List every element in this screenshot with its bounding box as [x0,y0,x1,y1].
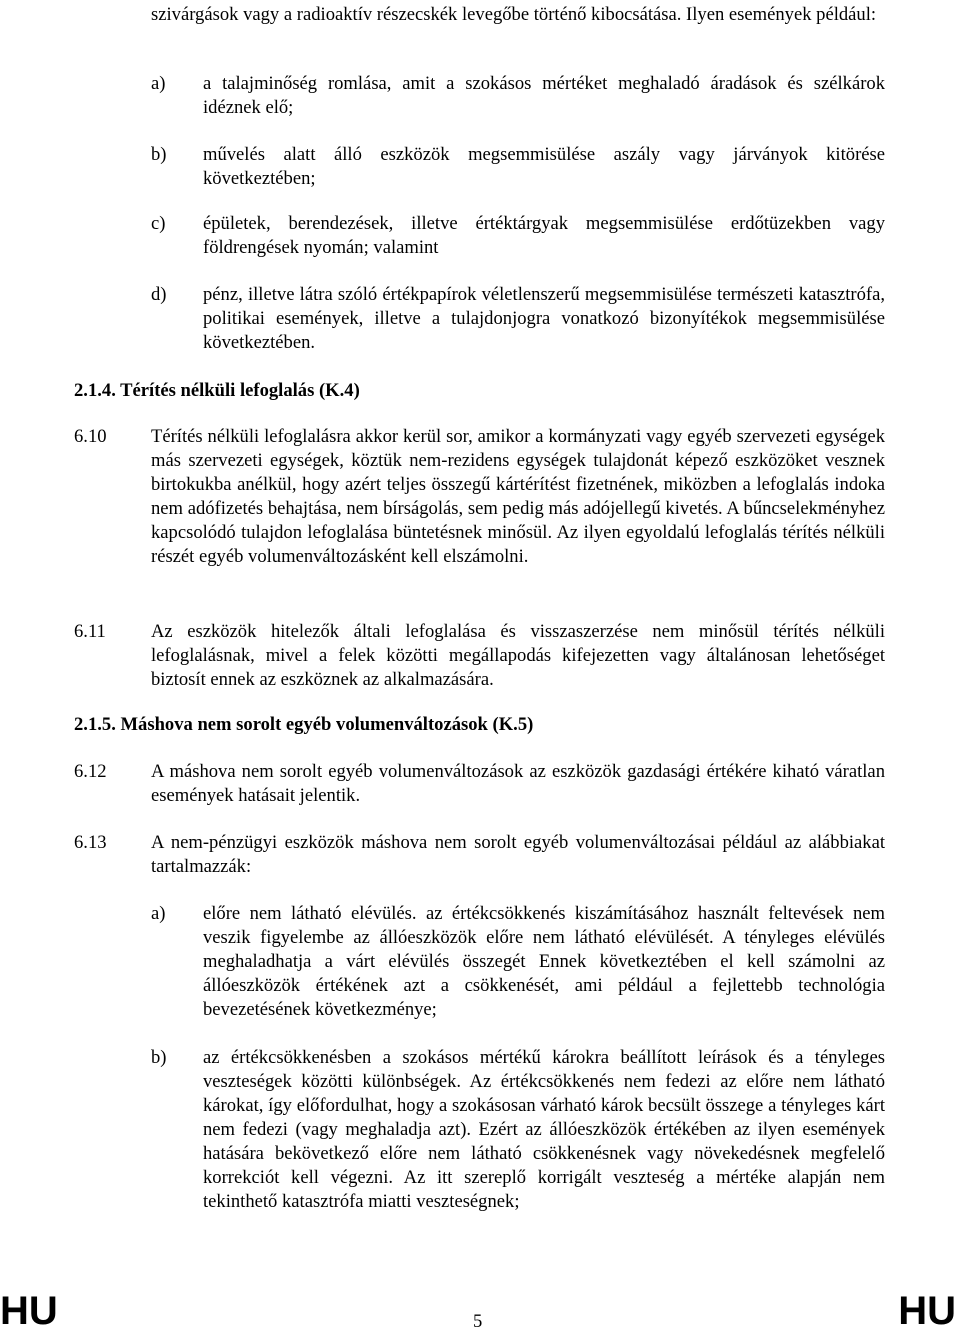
paragraph-number: 6.10 [74,426,107,447]
paragraph-number: 6.13 [74,832,107,853]
list-item-label: c) [151,213,166,234]
paragraph-text: Térítés nélküli lefoglalásra akkor kerül sor, amikor a kormányzati vagy egyéb szervezeti egységek más szervezeti egységek, köztük nem-rezidens egységek tulajdonát képező eszközöket vesznek birtokukba anélkül, hogy azért teljes összegű kártérítést fizetnének, miközben a lefoglalás indoka nem adófizetés behajtása, nem bírságolás, sem pedig más adójellegű kivetés. A bűncselekményhez kapcsolódó tulajdon lefoglalása büntetésnek minősül. Az ilyen egyoldalú lefoglalás térítés nélküli részét egyéb volumenváltozásként kell elszámolni. [151,426,885,567]
footer-language-right: HU [898,1289,956,1333]
footer-language-left: HU [0,1289,58,1333]
list-item-text: a talajminőség romlása, amit a szokásos mértéket meghaladó áradások és szélkárok idéznek elő; [203,73,885,118]
page-number: 5 [473,1311,483,1332]
list-item-text: pénz, illetve látra szóló értékpapírok véletlenszerű megsemmisülése természeti katasztrófa, politikai események, illetve a tulajdonjogra vonatkozó bizonyítékok megsemmisülése következtében. [203,284,885,353]
section-heading-2-1-4: 2.1.4. Térítés nélküli lefoglalás (K.4) [74,380,360,401]
paragraph-text: A máshova nem sorolt egyéb volumenváltozások az eszközök gazdasági értékére kiható váratlan események hatásait jelentik. [151,761,885,806]
list-item-label: a) [151,903,166,924]
list-item-label: d) [151,284,167,305]
list-item-label: b) [151,1047,167,1068]
paragraph-text: A nem-pénzügyi eszközök máshova nem sorolt egyéb volumenváltozásai például az alábbiakat tartalmazzák: [151,832,885,877]
list-item-text: épületek, berendezések, illetve értéktárgyak megsemmisülése erdőtüzekben vagy földrengések nyomán; valamint [203,213,885,258]
list-item-label: a) [151,73,166,94]
paragraph-text: Az eszközök hitelezők általi lefoglalása és visszaszerzése nem minősül térítés nélküli lefoglalásnak, mivel a felek közötti megállapodás kifejezetten vagy általánosan lehetőséget biztosít ennek az eszköznek az alkalmazására. [151,621,885,690]
list-item-text: az értékcsökkenésben a szokásos mértékű károkra beállított leírások és a tényleges veszteségek közötti különbségek. Az értékcsökkenés nem fedezi az előre nem látható károkat, így előfordulhat, hogy a szokásosan várható károk becsült összege a tényleges kárt nem fedezi (vagy meghaladja azt). Ezért az állóeszközök értékében az ilyen események hatására bekövetkező előre nem látható csökkenésnek vagy növekedésnek megfelelő korrekciót kell végezni. Az itt szereplő korrigált veszteség a mértéke alapján nem tekinthető katasztrófa miatti veszteségnek; [203,1047,885,1212]
intro-paragraph: szivárgások vagy a radioaktív részecskék levegőbe történő kibocsátása. Ilyen események például: [151,4,877,25]
list-item-text: művelés alatt álló eszközök megsemmisülése aszály vagy járványok kitörése következtében; [203,144,885,189]
list-item-text: előre nem látható elévülés. az értékcsökkenés kiszámításához használt feltevések nem veszik figyelembe az állóeszközök előre nem látható elévülését. A tényleges elévülés meghaladhatja a várt elévülés összegét Ennek következtében el kell számolni az állóeszközök értékének azt a csökkenését, ami például a fejlettebb technológia bevezetésének következménye; [203,903,885,1020]
list-item-label: b) [151,144,167,165]
paragraph-number: 6.11 [74,621,106,642]
section-heading-2-1-5: 2.1.5. Máshova nem sorolt egyéb volumenváltozások (K.5) [74,714,534,735]
paragraph-number: 6.12 [74,761,107,782]
